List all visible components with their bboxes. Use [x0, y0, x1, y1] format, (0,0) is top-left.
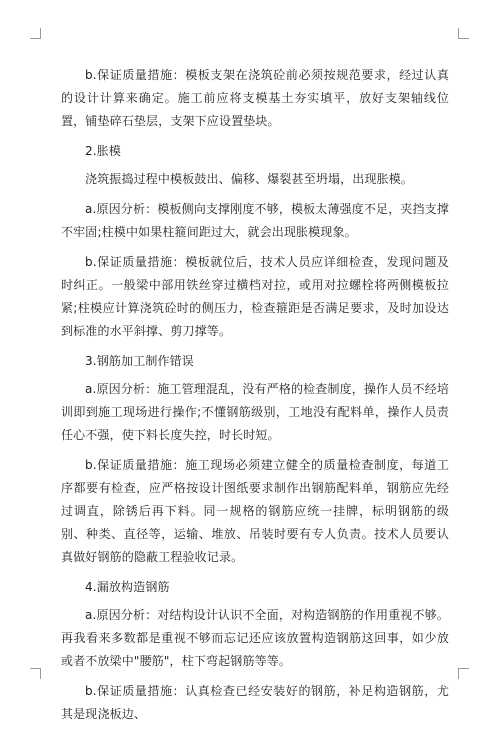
heading-4-missing-rebar: 4.漏放构造钢筋: [85, 580, 170, 594]
paragraph-a-cause-analysis: a.原因分析：施工管理混乱，没有严格的检查制度，操作人员不经培训即到施工现场进行操作;不懂钢筋级别，工地没有配料单，操作人员责任心不强，使下料长度失控，时长时短。: [61, 382, 449, 442]
paragraph-b-quality-measures: b.保证质量措施：施工现场必须建立健全的质量检查制度，每道工序都要有检查，应严格按设计图纸要求制作出钢筋配料单，钢筋应先经过调直，除锈后再下料。同一规格的钢筋应统一挂牌，标明钢筋的级别、种类、直径等，运输、堆放、吊装时要有专人负责。技术人员要认真做好钢筋的隐蔽工程验收记录。: [61, 458, 449, 564]
crop-mark-bottom-left: [30, 668, 41, 679]
paragraph-b-quality-measures: b.保证质量措施：认真检查已经安装好的钢筋，补足构造钢筋，尤其是现浇板边、: [61, 684, 449, 721]
heading-3-rebar-errors: 3.钢筋加工制作错误: [85, 354, 194, 368]
paragraph-b-quality-measures: b.保证质量措施：模板就位后，技术人员应详细检查，发现问题及时纠正。一般梁中部用铁丝穿过横档对拉，或用对拉螺栓将两侧模板拉紧;柱模应计算浇筑砼时的侧压力，检查箍距是否满足要求，及时加设达到标准的水平斜撑、剪刀撑等。: [61, 255, 449, 338]
document-body: [61, 64, 449, 733]
paragraph-a-cause-analysis: a.原因分析：模板侧向支撑刚度不够，模板太薄强度不足，夹挡支撑不牢固;柱模中如果柱箍间距过大，就会出现胀模现象。: [61, 202, 449, 239]
crop-mark-bottom-right: [458, 668, 469, 679]
heading-2-bulging: 2.胀模: [85, 144, 122, 158]
crop-mark-top-right: [458, 28, 469, 39]
paragraph-a-cause-analysis: a.原因分析：对结构设计认识不全面，对构造钢筋的作用重视不够。再我看来多数都是重视不够而忘记还应该放置构造钢筋这回事，如少放或者不放梁中"腰筋"，柱下弯起钢筋等等。: [61, 608, 449, 668]
paragraph-bulging-description: 浇筑振捣过程中模板鼓出、偏移、爆裂甚至坍塌，出现胀模。: [85, 172, 414, 186]
crop-mark-top-left: [30, 28, 41, 39]
paragraph-b-quality-measures: b.保证质量措施：模板支架在浇筑砼前必须按规范要求，经过认真的设计计算来确定。施工前应将支模基土夯实填平，放好支架轴线位置，铺垫碎石垫层，支架下应设置垫块。: [61, 68, 449, 128]
